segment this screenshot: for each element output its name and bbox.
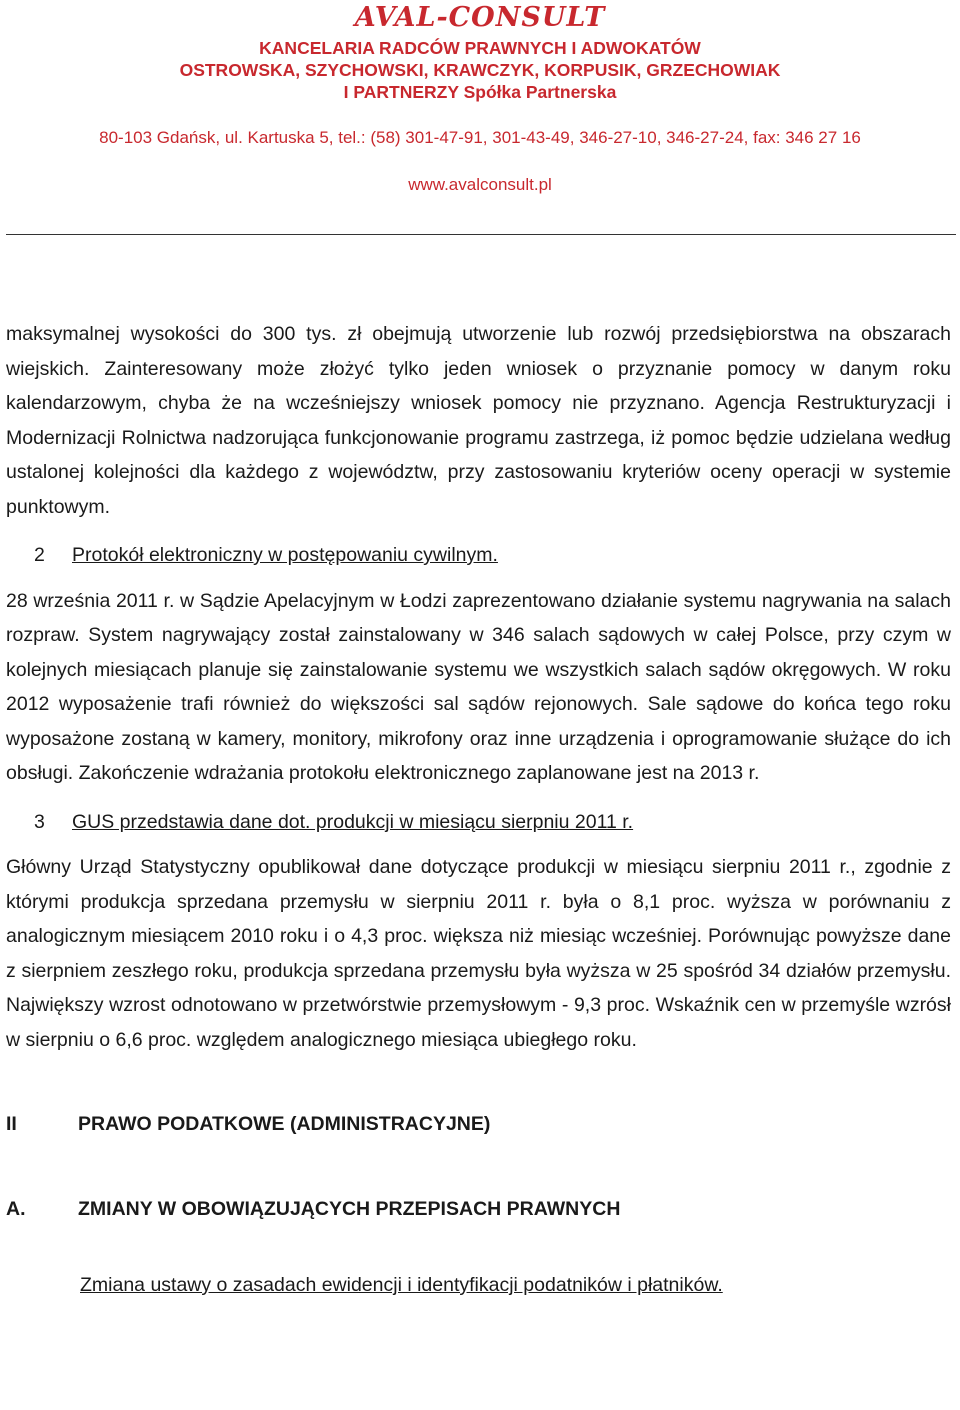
firm-name-line-3: I PARTNERZY Spółka Partnerska: [343, 82, 617, 102]
item-2-heading: [6, 538, 951, 573]
subsection-number: A.: [6, 1197, 26, 1220]
section-heading: [6, 1107, 951, 1142]
firm-website: www.avalconsult.pl: [408, 175, 552, 194]
item-2-title: Protokół elektroniczny w postępowaniu cywilnym.: [72, 544, 498, 566]
item-2-number: 2: [34, 544, 45, 566]
item-3-number: 3: [34, 810, 45, 833]
firm-name-line-2: OSTROWSKA, SZYCHOWSKI, KRAWCZYK, KORPUSIK, GRZECHOWIAK: [179, 60, 781, 80]
item-3-title: GUS przedstawia dane dot. produkcji w miesiącu sierpniu 2011 r.: [72, 810, 634, 833]
item-3-heading: [6, 805, 951, 840]
topic-subheading: Zmiana ustawy o zasadach ewidencji i identyfikacji podatników i płatników.: [80, 1274, 723, 1296]
subsection-title: ZMIANY W OBOWIĄZUJĄCYCH PRZEPISACH PRAWNYCH: [78, 1197, 621, 1220]
subsection-heading: [6, 1192, 951, 1227]
section-title: PRAWO PODATKOWE (ADMINISTRACYJNE): [78, 1113, 491, 1135]
firm-address: 80-103 Gdańsk, ul. Kartuska 5, tel.: (58) 301-47-91, 301-43-49, 346-27-10, 346-27-24, fax: 346 27 16: [99, 128, 861, 147]
paragraph-rural-aid: maksymalnej wysokości do 300 tys. zł obejmują utworzenie lub rozwój przedsiębiorstwa na obszarach wiejskich. Zainteresowany może złożyć tylko jeden wniosek o przyznanie pomocy w danym roku kalendarzowym, chyba że na wcześniejszy wniosek pomocy nie przyznano. Agencja Restrukturyzacji i Modernizacji Rolnictwa nadzorująca funkcjonowanie programu zastrzega, iż pomoc będzie udzielana według ustalonej kolejności dla każdego z województw, przy zastosowaniu kryteriów oceny operacji w systemie punktowym.: [6, 323, 951, 518]
firm-name-line-1: KANCELARIA RADCÓW PRAWNYCH I ADWOKATÓW: [259, 38, 701, 58]
document-body: [6, 317, 951, 1303]
firm-logo: AVAL-CONSULT: [354, 2, 606, 33]
paragraph-electronic-protocol: 28 września 2011 r. w Sądzie Apelacyjnym w Łodzi zaprezentowano działanie systemu nagrywania na salach rozpraw. System nagrywający został zainstalowany w 346 salach sądowych w całej Polsce, przy czym w kolejnych miesiącach planuje się zainstalowanie systemu we wszystkich salach sądów okręgowych. W roku 2012 wyposażenie trafi również do większości sal sądów rejonowych. Sale sądowe do końca tego roku wyposażone zostaną w kamery, monitory, mikrofony oraz inne urządzenia i oprogramowanie służące do ich obsługi. Zakończenie wdrażania protokołu elektronicznego zaplanowane jest na 2013 r.: [6, 589, 951, 784]
header-divider: [6, 234, 956, 235]
section-number: II: [6, 1113, 17, 1135]
paragraph-gus-production: Główny Urząd Statystyczny opublikował dane dotyczące produkcji w miesiącu sierpniu 2011 r., zgodnie z którymi produkcja sprzedana przemysłu w sierpniu 2011 r. była o 8,1 proc. wyższa w porównaniu z analogicznym miesiącem 2010 roku i o 4,3 proc. większa niż miesiąc wcześniej. Porównując powyższe dane z sierpniem zeszłego roku, produkcja sprzedana przemysłu była wyższa w 25 spośród 34 działów przemysłu. Największy wzrost odnotowano w przetwórstwie przemysłowym - 9,3 proc. Wskaźnik cen w przemyśle wzrósł w sierpniu o 6,6 proc. względem analogicznego miesiąca ubiegłego roku.: [6, 856, 951, 1051]
